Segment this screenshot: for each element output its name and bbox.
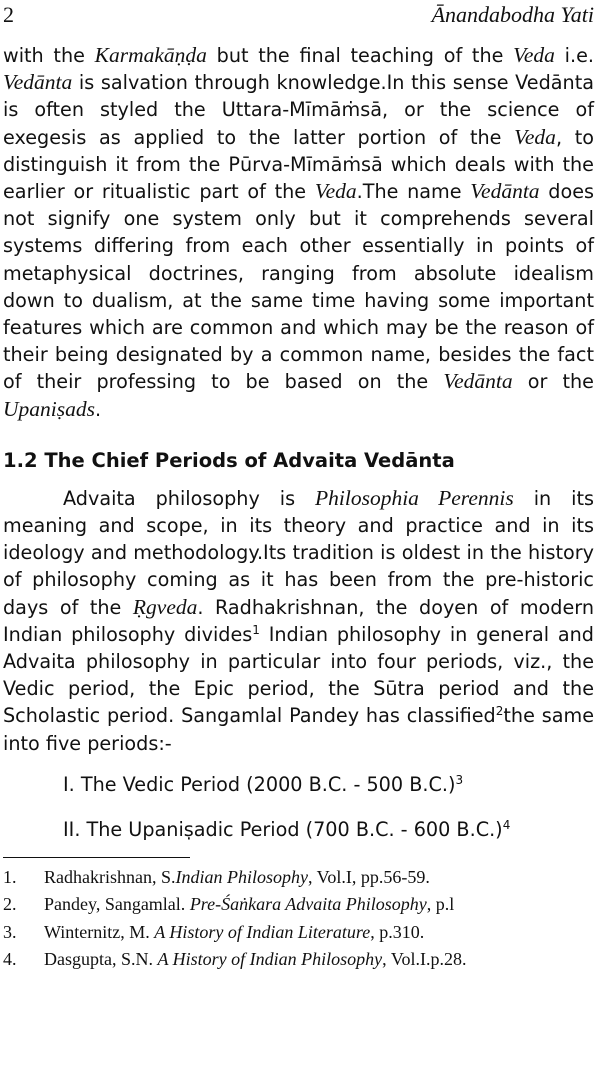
footnote-divider: [3, 857, 190, 858]
running-title: Ānandabodha Yati: [431, 2, 594, 27]
footnote-ref-4: 4: [502, 817, 511, 832]
footnote: 2. Pandey, Sangamlal. Pre-Śaṅkara Advaita Philosophy, p.l: [3, 894, 455, 915]
section-heading: 1.2 The Chief Periods of Advaita Vedānta: [3, 448, 455, 472]
paragraph-advaita: Advaita philosophy is Philosophia Perennis in its meaning and scope, in its theory and practice and in its ideology and methodology.Its tradition is oldest in the history of philosophy coming as it has been from the pre-historic days of the Ṛgveda. Radhakrishnan, the doyen of modern Indian philosophy divides$^1$ Indian philosophy in general and Advaita philosophy in particular into four periods, viz., the Vedic period, the Epic period, the Sūtra period and the Scholastic period. Sangamlal Pandey has classified$^2$the same into five periods:-: [3, 485, 594, 755]
page-header: [3, 0, 594, 34]
footnote: 3. Winternitz, M. A History of Indian Literature, p.310.: [3, 921, 425, 942]
footnote-ref-3: 3: [455, 772, 464, 787]
footnote: 1. Radhakrishnan, S.Indian Philosophy, Vol.I, pp.56-59.: [3, 866, 430, 887]
paragraph-vedanta: with the Karmakāṇḍa but the final teaching of the Veda i.e. Vedānta is salvation through knowledge.In this sense Vedānta is often styled the Uttara-Mīmāṁsā, or the science of exegesis as applied to the latter portion of the Veda, to distinguish it from the Pūrva-Mīmāṁsā which deals with the earlier or ritualistic part of the Veda.The name Vedānta does not signify one system only but it comprehends several systems differing from each other essentially in points of metaphysical doctrines, ranging from absolute idealism down to dualism, at the same time having some important features which are common and which may be the reason of their being designated by a common name, besides the fact of their professing to be based on the Vedānta or the Upaniṣads.: [3, 43, 595, 421]
page-number: 2: [3, 2, 14, 27]
footnotes: [3, 864, 594, 974]
period-item: II. The Upaniṣadic Period (700 B.C. - 600 B.C.)$^4$: [63, 817, 511, 841]
footnote: 4. Dasgupta, S.N. A History of Indian Philosophy, Vol.I.p.28.: [3, 949, 467, 970]
period-item: I. The Vedic Period (2000 B.C. - 500 B.C.)$^3$: [63, 772, 464, 796]
footnote-ref-2: 2: [495, 704, 504, 719]
footnote-ref-1: 1: [252, 622, 260, 637]
